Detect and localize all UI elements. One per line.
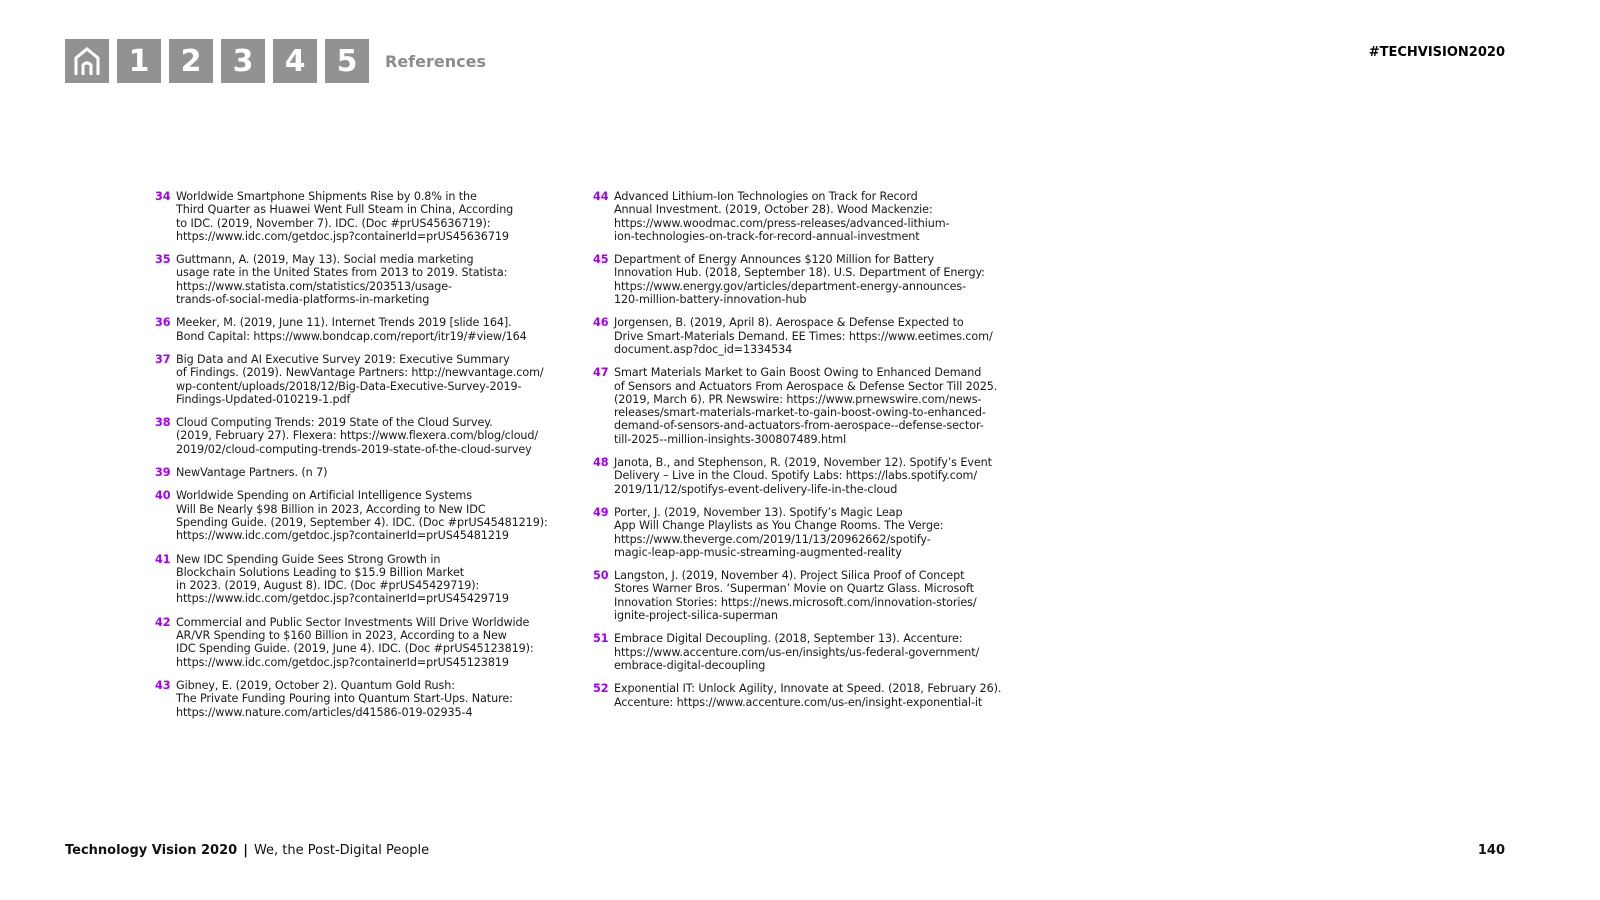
reference-item (155, 466, 585, 479)
chapter-5-button[interactable]: 5 (325, 39, 369, 83)
reference-text (176, 466, 327, 479)
references-column-right (593, 190, 1013, 719)
reference-line: embrace-digital-decoupling (614, 658, 766, 672)
reference-text (176, 353, 544, 406)
reference-text (176, 316, 527, 343)
reference-line: Will Be Nearly $98 Billion in 2023, According to New IDC (176, 502, 486, 516)
reference-line: App Will Change Playlists as You Change Rooms. The Verge: (614, 519, 944, 533)
reference-item (155, 190, 585, 243)
reference-line: Innovation Hub. (2018, September 18). U.S. Department of Energy: (614, 266, 985, 280)
chapter-2-button[interactable]: 2 (169, 39, 213, 83)
reference-line: https://www.theverge.com/2019/11/13/20962662/spotify- (614, 532, 931, 546)
reference-text (176, 616, 534, 669)
reference-text (614, 316, 993, 356)
reference-line: Cloud Computing Trends: 2019 State of the Cloud Survey. (176, 416, 493, 430)
reference-line: Worldwide Spending on Artificial Intelligence Systems (176, 489, 472, 503)
reference-line: Findings-Updated-010219-1.pdf (176, 392, 351, 406)
reference-line: Delivery – Live in the Cloud. Spotify Labs: https://labs.spotify.com/ (614, 469, 977, 483)
reference-item (155, 553, 585, 606)
references-link[interactable]: References (385, 51, 486, 71)
reference-line: Department of Energy Announces $120 Million for Battery (614, 253, 935, 267)
reference-number: 44 (593, 190, 609, 203)
reference-text (614, 456, 992, 496)
reference-line: The Private Funding Pouring into Quantum Start-Ups. Nature: (176, 692, 513, 706)
reference-text (614, 506, 943, 559)
footer-separator: | (243, 843, 248, 858)
footer-brand: Technology Vision 2020 (65, 843, 238, 858)
reference-number: 41 (155, 552, 171, 566)
reference-line: Embrace Digital Decoupling. (2018, September 13). Accenture: (614, 632, 963, 646)
reference-line: Meeker, M. (2019, June 11). Internet Trends 2019 [slide 164]. (176, 316, 512, 330)
home-button[interactable] (65, 39, 109, 83)
reference-line: AR/VR Spending to $160 Billion in 2023, According to a New (176, 629, 507, 643)
reference-line: usage rate in the United States from 2013 to 2019. Statista: (176, 266, 508, 280)
reference-item (155, 679, 585, 719)
reference-line: (2019, March 6). PR Newswire: https://www.prnewswire.com/news- (614, 392, 982, 406)
reference-line: https://www.idc.com/getdoc.jsp?containerId=prUS45123819 (176, 655, 509, 669)
reference-line: Gibney, E. (2019, October 2). Quantum Gold Rush: (176, 678, 455, 692)
reference-text (176, 190, 513, 243)
reference-line: Worldwide Smartphone Shipments Rise by 0.8% in the (176, 190, 477, 203)
reference-line: Bond Capital: https://www.bondcap.com/report/itr19/#view/164 (176, 329, 527, 343)
reference-number: 37 (155, 352, 171, 366)
references-column-left (155, 190, 585, 729)
reference-item (593, 569, 1013, 622)
reference-item (593, 682, 1013, 709)
footer (65, 843, 429, 858)
reference-line: Innovation Stories: https://news.microsoft.com/innovation-stories/ (614, 595, 977, 609)
hashtag: #TECHVISION2020 (1368, 45, 1505, 60)
reference-line: New IDC Spending Guide Sees Strong Growth in (176, 552, 441, 566)
reference-line: 2019/02/cloud-computing-trends-2019-state-of-the-cloud-survey (176, 442, 532, 456)
reference-line: 2019/11/12/spotifys-event-delivery-life-in-the-cloud (614, 482, 898, 496)
reference-text (176, 489, 548, 542)
reference-number: 49 (593, 505, 609, 519)
reference-line: demand-of-sensors-and-actuators-from-aerospace--defense-sector- (614, 419, 984, 433)
page-number: 140 (1477, 843, 1505, 858)
reference-line: https://www.energy.gov/articles/department-energy-announces- (614, 279, 967, 293)
reference-line: Drive Smart-Materials Demand. EE Times: https://www.eetimes.com/ (614, 329, 993, 343)
reference-line: releases/smart-materials-market-to-gain-boost-owing-to-enhanced- (614, 406, 986, 420)
reference-line: of Sensors and Actuators From Aerospace & Defense Sector Till 2025. (614, 379, 998, 393)
reference-number: 40 (155, 489, 171, 503)
reference-number: 34 (155, 190, 171, 203)
reference-line: https://www.woodmac.com/press-releases/advanced-lithium- (614, 216, 950, 230)
reference-item (593, 253, 1013, 306)
reference-text (176, 553, 509, 606)
reference-line: Jorgensen, B. (2019, April 8). Aerospace & Defense Expected to (614, 316, 964, 330)
reference-line: wp-content/uploads/2018/12/Big-Data-Executive-Survey-2019- (176, 379, 522, 393)
reference-text (614, 366, 997, 446)
reference-item (155, 253, 585, 306)
reference-number: 35 (155, 253, 171, 267)
reference-number: 52 (593, 682, 609, 696)
reference-line: ion-technologies-on-track-for-record-annual-investment (614, 229, 920, 243)
reference-item (155, 353, 585, 406)
reference-line: Big Data and AI Executive Survey 2019: Executive Summary (176, 352, 510, 366)
reference-text (614, 632, 979, 672)
reference-item (593, 506, 1013, 559)
reference-number: 38 (155, 416, 171, 430)
reference-line: IDC Spending Guide. (2019, June 4). IDC. (Doc #prUS45123819): (176, 642, 534, 656)
reference-line: document.asp?doc_id=1334534 (614, 342, 793, 356)
reference-line: (2019, February 27). Flexera: https://www.flexera.com/blog/cloud/ (176, 429, 539, 443)
reference-number: 51 (593, 632, 609, 646)
reference-number: 45 (593, 253, 609, 267)
reference-number: 46 (593, 316, 609, 330)
reference-line: Accenture: https://www.accenture.com/us-en/insight-exponential-it (614, 695, 983, 709)
reference-line: Spending Guide. (2019, September 4). IDC. (Doc #prUS45481219): (176, 515, 548, 529)
reference-text (176, 679, 513, 719)
reference-text (614, 253, 985, 306)
reference-line: in 2023. (2019, August 8). IDC. (Doc #prUS45429719): (176, 579, 480, 593)
reference-text (614, 190, 950, 243)
reference-item (593, 456, 1013, 496)
reference-number: 36 (155, 316, 171, 330)
reference-line: Blockchain Solutions Leading to $15.9 Billion Market (176, 565, 465, 579)
reference-line: https://www.nature.com/articles/d41586-019-02935-4 (176, 705, 473, 719)
reference-item (155, 489, 585, 542)
chapter-nav (65, 39, 486, 83)
chapter-3-button[interactable]: 3 (221, 39, 265, 83)
reference-item (593, 190, 1013, 243)
home-icon (73, 46, 101, 76)
reference-line: Third Quarter as Huawei Went Full Steam in China, According (176, 203, 514, 217)
reference-line: Porter, J. (2019, November 13). Spotify’s Magic Leap (614, 505, 903, 519)
reference-line: till-2025--million-insights-300807489.html (614, 432, 847, 446)
reference-line: Exponential IT: Unlock Agility, Innovate at Speed. (2018, February 26). (614, 682, 1002, 696)
reference-line: Annual Investment. (2019, October 28). Wood Mackenzie: (614, 203, 933, 217)
reference-item (593, 366, 1013, 446)
reference-line: ignite-project-silica-superman (614, 609, 778, 623)
reference-line: Guttmann, A. (2019, May 13). Social media marketing (176, 253, 474, 267)
reference-line: Stores Warner Bros. ‘Superman’ Movie on Quartz Glass. Microsoft (614, 582, 974, 596)
reference-number: 42 (155, 615, 171, 629)
chapter-4-button[interactable]: 4 (273, 39, 317, 83)
reference-line: Commercial and Public Sector Investments Will Drive Worldwide (176, 615, 530, 629)
reference-line: of Findings. (2019). NewVantage Partners: http://newvantage.com/ (176, 366, 544, 380)
reference-item (593, 316, 1013, 356)
reference-line: https://www.statista.com/statistics/203513/usage- (176, 279, 452, 293)
reference-line: 120-million-battery-innovation-hub (614, 293, 807, 307)
chapter-1-button[interactable]: 1 (117, 39, 161, 83)
reference-number: 39 (155, 466, 171, 480)
reference-line: trands-of-social-media-platforms-in-marketing (176, 293, 430, 307)
reference-line: NewVantage Partners. (n 7) (176, 466, 328, 480)
reference-text (614, 569, 977, 622)
reference-line: Advanced Lithium-Ion Technologies on Track for Record (614, 190, 918, 203)
footer-subtitle: We, the Post-Digital People (253, 843, 430, 858)
reference-line: to IDC. (2019, November 7). IDC. (Doc #prUS45636719): (176, 216, 491, 230)
reference-line: Langston, J. (2019, November 4). Project Silica Proof of Concept (614, 569, 965, 583)
reference-line: https://www.idc.com/getdoc.jsp?containerId=prUS45481219 (176, 529, 509, 543)
reference-line: magic-leap-app-music-streaming-augmented-reality (614, 545, 902, 559)
reference-line: Janota, B., and Stephenson, R. (2019, November 12). Spotify’s Event (614, 456, 992, 470)
reference-item (155, 416, 585, 456)
reference-number: 43 (155, 678, 171, 692)
reference-line: https://www.idc.com/getdoc.jsp?containerId=prUS45429719 (176, 592, 509, 606)
reference-number: 50 (593, 569, 609, 583)
reference-line: https://www.accenture.com/us-en/insights/us-federal-government/ (614, 645, 980, 659)
reference-item (155, 316, 585, 343)
reference-line: https://www.idc.com/getdoc.jsp?containerId=prUS45636719 (176, 229, 509, 243)
reference-text (176, 416, 538, 456)
reference-text (176, 253, 507, 306)
reference-line: Smart Materials Market to Gain Boost Owing to Enhanced Demand (614, 366, 982, 380)
reference-number: 47 (593, 366, 609, 380)
reference-item (593, 632, 1013, 672)
reference-number: 48 (593, 456, 609, 470)
reference-item (155, 616, 585, 669)
reference-text (614, 682, 1001, 709)
